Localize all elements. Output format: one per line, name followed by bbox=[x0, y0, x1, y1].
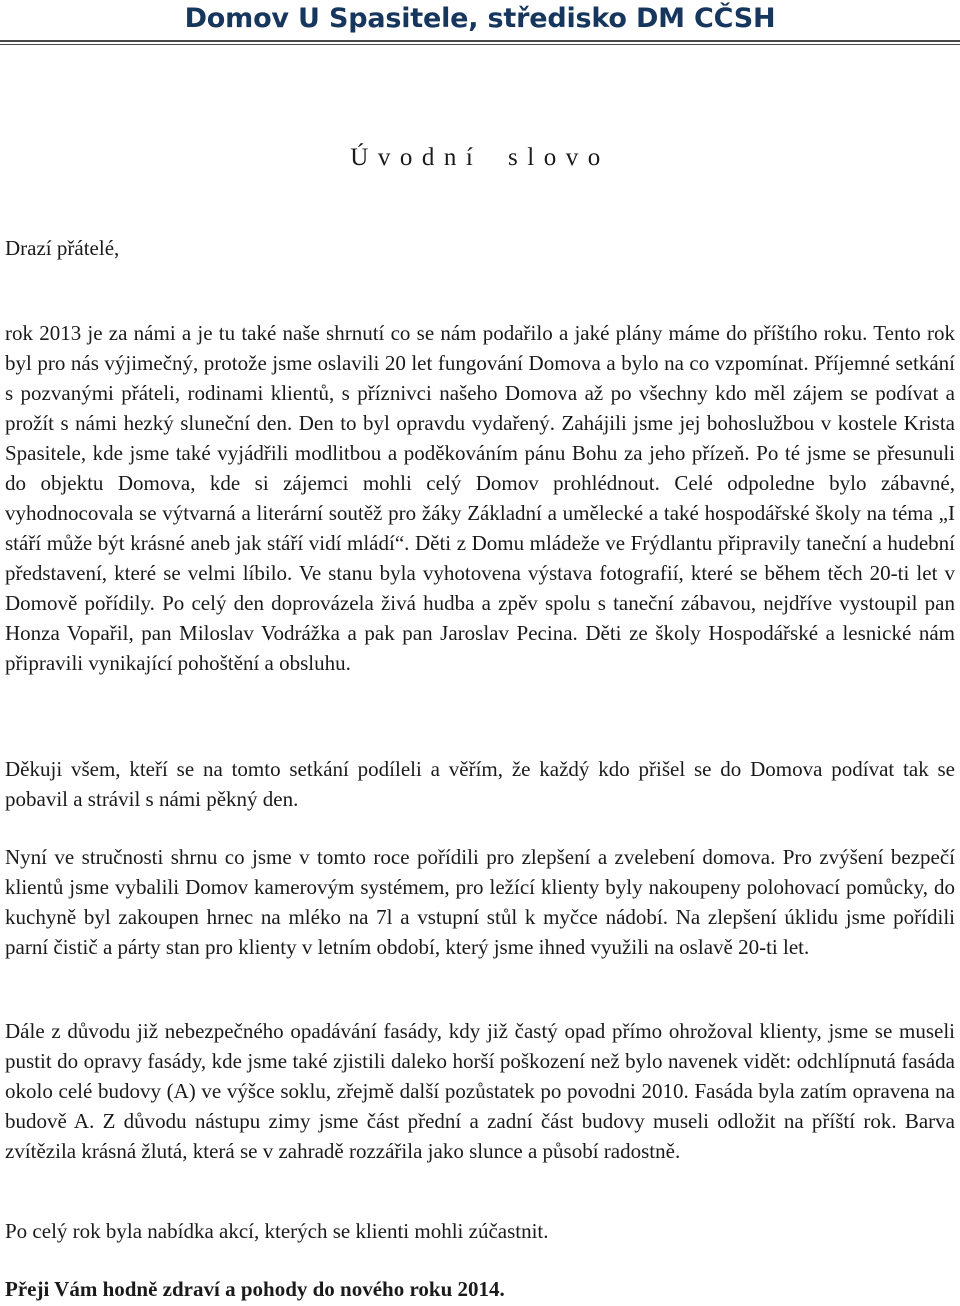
paragraph-improvements bbox=[5, 842, 955, 962]
paragraph-facade bbox=[5, 1016, 955, 1166]
header-divider bbox=[0, 40, 960, 45]
closing-wish: Přeji Vám hodně zdraví a pohody do nového roku 2014. bbox=[5, 1277, 505, 1301]
paragraph-text: Děkuji všem, kteří se na tomto setkání podíleli a věřím, že každý kdo přišel se do Domova podívat tak se pobavil a strávil s námi pěkný den. bbox=[5, 757, 955, 811]
paragraph-text: Nyní ve stručnosti shrnu co jsme v tomto roce pořídili pro zlepšení a zvelebení domova. Pro zvýšení bezpečí klientů jsme vybalili Domov kamerovým systémem, pro ležící klienty byly nakoupeny polohovací pomůcky, do kuchyně byl zakoupen hrnec na mléko na 7l a vstupní stůl k myčce nádobí. Na zlepšení úklidu jsme pořídili parní čistič a párty stan pro klienty v letním období, který jsme ihned využili na oslavě 20-ti let. bbox=[5, 845, 955, 959]
document-title: Úvodní slovo bbox=[350, 144, 610, 171]
paragraph-anniversary bbox=[5, 318, 955, 678]
header-title: Domov U Spasitele, středisko DM CČSH bbox=[184, 3, 776, 34]
page-header bbox=[0, 0, 960, 44]
paragraph-thanks bbox=[5, 754, 955, 814]
paragraph-text: rok 2013 je za námi a je tu také naše shrnutí co se nám podařilo a jaké plány máme do příštího roku. Tento rok byl pro nás výjimečný, protože jsme oslavili 20 let fungování Domova a bylo na co vzpomínat. Příjemné setkání s pozvanými přáteli, rodinami klientů, s příznivci našeho Domova až po všechny kdo měl zájem se podívat a prožít s námi hezký sluneční den. Den to byl opravdu vydařený. Zahájili jsme jej bohoslužbou v kostele Krista Spasitele, kde jsme také vyjádřili modlitbou a poděkováním pánu Bohu za jeho přízeň. Po té jsme se přesunuli do objektu Domova, kde si zájemci mohli celý Domov prohlédnout. Celé odpoledne bylo zábavné, vyhodnocovala se výtvarná a literární soutěž pro žáky Základní a umělecké a také hospodářské školy na téma „I stáří může být krásné aneb jak stáří vidí mládí“. Děti z Domu mládeže ve Frýdlantu připravily taneční a hudební představení, které se velmi líbilo. Ve stanu byla vyhotovena výstava fotografií, které se během těch 20-ti let v Domově pořídily. Po celý den doprovázela živá hudba a zpěv spolu s taneční zábavou, nejdříve vystoupil pan Honza Vopařil, pan Miloslav Vodrážka a pak pan Jaroslav Pecina. Děti ze školy Hospodářské a lesnické nám připravili vynikající pohoštění a obsluhu. bbox=[5, 321, 955, 675]
salutation: Drazí přátelé, bbox=[5, 236, 120, 260]
paragraph-text: Po celý rok byla nabídka akcí, kterých se klienti mohli zúčastnit. bbox=[5, 1219, 549, 1243]
paragraph-text: Dále z důvodu již nebezpečného opadávání fasády, kdy již častý opad přímo ohrožoval klienty, jsme se museli pustit do opravy fasády, kde jsme také zjistili daleko horší poškození než bylo navenek vidět: odchlípnutá fasáda okolo celé budovy (A) ve výšce soklu, zřejmě další pozůstatek po povodni 2010. Fasáda byla zatím opravena na budově A. Z důvodu nástupu zimy jsme část přední a zadní část budovy museli odložit na příští rok. Barva zvítězila krásná žlutá, která se v zahradě rozzářila jako slunce a působí radostně. bbox=[5, 1019, 955, 1163]
paragraph-events bbox=[5, 1216, 955, 1246]
